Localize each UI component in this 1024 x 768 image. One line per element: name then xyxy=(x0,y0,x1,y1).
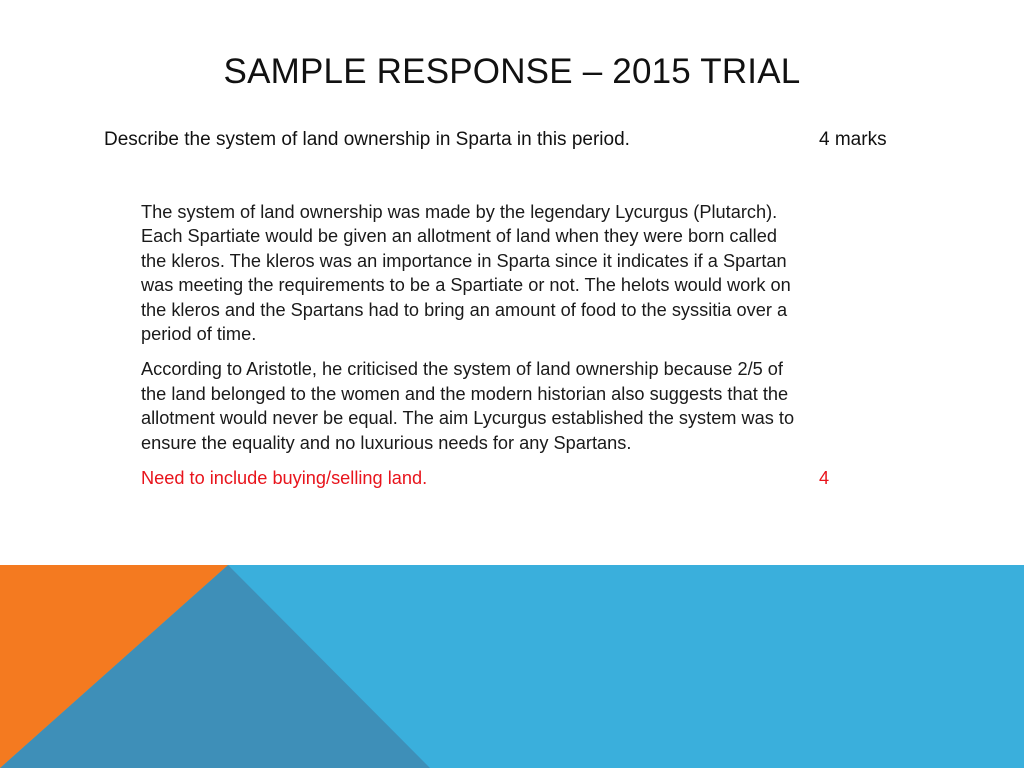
response-paragraph-1 xyxy=(141,200,921,346)
slide-title: SAMPLE RESPONSE – 2015 TRIAL xyxy=(223,52,801,91)
question-marks: 4 marks xyxy=(819,129,887,150)
response-line: Each Spartiate would be given an allotment of land when they were born called xyxy=(141,226,777,247)
response-line: the kleros and the Spartans had to bring an amount of food to the syssitia over a xyxy=(141,299,788,320)
question-text: Describe the system of land ownership in Sparta in this period. xyxy=(104,129,630,150)
response-line: period of time. xyxy=(141,324,257,345)
feedback-score: 4 xyxy=(819,468,830,489)
response-line: allotment would never be equal. The aim Lycurgus established the system was to xyxy=(141,408,795,429)
response-line: According to Aristotle, he criticised the system of land ownership because 2/5 of xyxy=(141,359,783,380)
response-line: the kleros. The kleros was an importance in Sparta since it indicates if a Spartan xyxy=(141,250,787,271)
response-line: ensure the equality and no luxurious needs for any Spartans. xyxy=(141,432,632,453)
feedback-row xyxy=(141,466,921,490)
response-line: The system of land ownership was made by the legendary Lycurgus (Plutarch). xyxy=(141,202,778,222)
response-paragraph-2 xyxy=(141,357,921,455)
decorative-footer-shapes xyxy=(0,565,1024,768)
feedback-text: Need to include buying/selling land. xyxy=(141,468,428,489)
response-line: was meeting the requirements to be a Spartiate or not. The helots would work on xyxy=(141,275,791,296)
response-line: the land belonged to the women and the modern historian also suggests that the xyxy=(141,383,789,404)
response-body xyxy=(141,200,921,490)
